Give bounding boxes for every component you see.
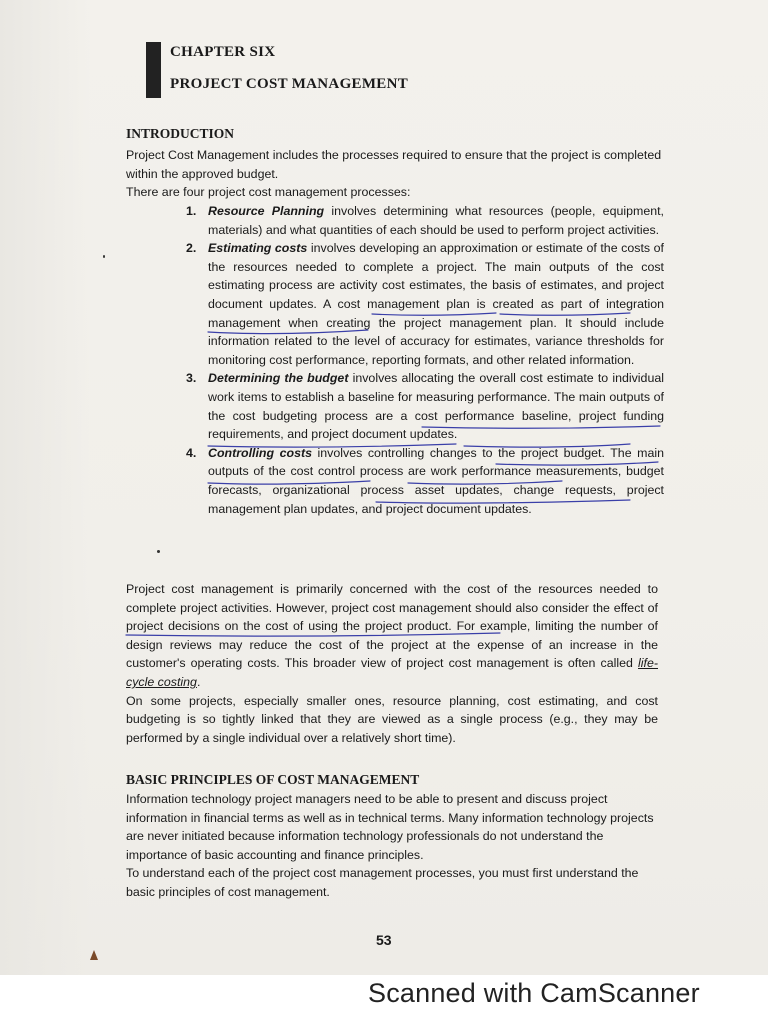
intro-heading: INTRODUCTION bbox=[126, 126, 235, 141]
scope-paragraph bbox=[126, 580, 658, 692]
process-item bbox=[186, 369, 664, 443]
process-description: involves developing an approximation or estimate of the costs of the resources needed to complete a project. The main outputs of the cost estimating process are activity cost estimates, the basis of estimates, and project document updates. A cost management plan is created as part of integration management when creating the project management plan. It should include information related to the level of accuracy for estimates, variance thresholds for monitoring cost performance, reporting formats, and other related information. bbox=[208, 241, 664, 367]
intro-processes-lead: There are four project cost management processes: bbox=[126, 185, 411, 200]
scope-text: Project cost management is primarily concerned with the cost of the resources needed to complete project activities. However, project cost management should also consider the effect of project decisions on the cost of using the project product. For example, limiting the number of design reviews may reduce the cost of the project at the expense of an increase in the customer's operating costs. This broader view of project cost management is often called bbox=[126, 582, 658, 671]
scanner-watermark: Scanned with CamScanner bbox=[368, 978, 700, 1008]
process-description: involves determining what resources (people, equipment, materials) and what quantities of each should be used to perform project activities. bbox=[208, 204, 664, 237]
life-cycle-costing-term: life-cycle costing bbox=[126, 656, 658, 689]
process-item bbox=[186, 444, 664, 518]
chapter-marker-bar bbox=[146, 42, 161, 98]
scope-text-end: . bbox=[196, 674, 201, 689]
process-description: involves controlling changes to the project budget. The main outputs of the cost control process are work performance measurements, budget forecasts, organizational process asset updates, change requests, project management plan updates, and project document updates. bbox=[208, 445, 664, 516]
process-term: Determining the budget bbox=[208, 371, 349, 386]
page-number: 53 bbox=[376, 932, 392, 948]
process-number: 4. bbox=[186, 445, 197, 460]
process-term: Resource Planning bbox=[208, 204, 325, 218]
process-item bbox=[186, 239, 664, 369]
page-shadow bbox=[0, 0, 90, 975]
process-term: Estimating costs bbox=[208, 241, 308, 256]
cost-management-discussion bbox=[126, 580, 658, 747]
intro-paragraph: Project Cost Management includes the processes required to ensure that the project is completed within the approved budget. bbox=[126, 148, 662, 181]
process-description: involves allocating the overall cost estimate to individual work items to establish a baseline for measuring performance. The main outputs of the cost budgeting process are a cost performance baseline, project funding requirements, and project document updates. bbox=[208, 371, 664, 442]
intro-text bbox=[126, 146, 666, 202]
basic-principles-heading: BASIC PRINCIPLES OF COST MANAGEMENT bbox=[126, 772, 420, 787]
corner-mark bbox=[90, 950, 98, 960]
basic-principles-paragraph: Information technology project managers need to be able to present and discuss project information in financial terms as well as in technical terms. Many information technology projects are never initiated because information technology professionals do not understand the importance of basic accounting and finance principles. bbox=[126, 792, 654, 862]
small-projects-paragraph: On some projects, especially smaller ones, resource planning, cost estimating, and cost budgeting is so tightly linked that they are viewed as a single process (e.g., they may be performed by a single individual over a relatively short time). bbox=[126, 693, 658, 745]
stray-mark bbox=[103, 255, 105, 258]
process-number: 1. bbox=[186, 204, 197, 218]
stray-mark bbox=[157, 550, 160, 553]
basic-principles-text bbox=[126, 790, 656, 902]
chapter-label: CHAPTER SIX bbox=[170, 44, 276, 60]
process-number: 2. bbox=[186, 241, 197, 256]
basic-principles-closing: To understand each of the project cost management processes, you must first understand the basic principles of cost management. bbox=[126, 866, 639, 899]
chapter-title: PROJECT COST MANAGEMENT bbox=[170, 76, 409, 92]
process-term: Controlling costs bbox=[208, 445, 312, 460]
process-item bbox=[186, 202, 664, 239]
process-number: 3. bbox=[186, 371, 197, 386]
process-list bbox=[186, 202, 664, 518]
